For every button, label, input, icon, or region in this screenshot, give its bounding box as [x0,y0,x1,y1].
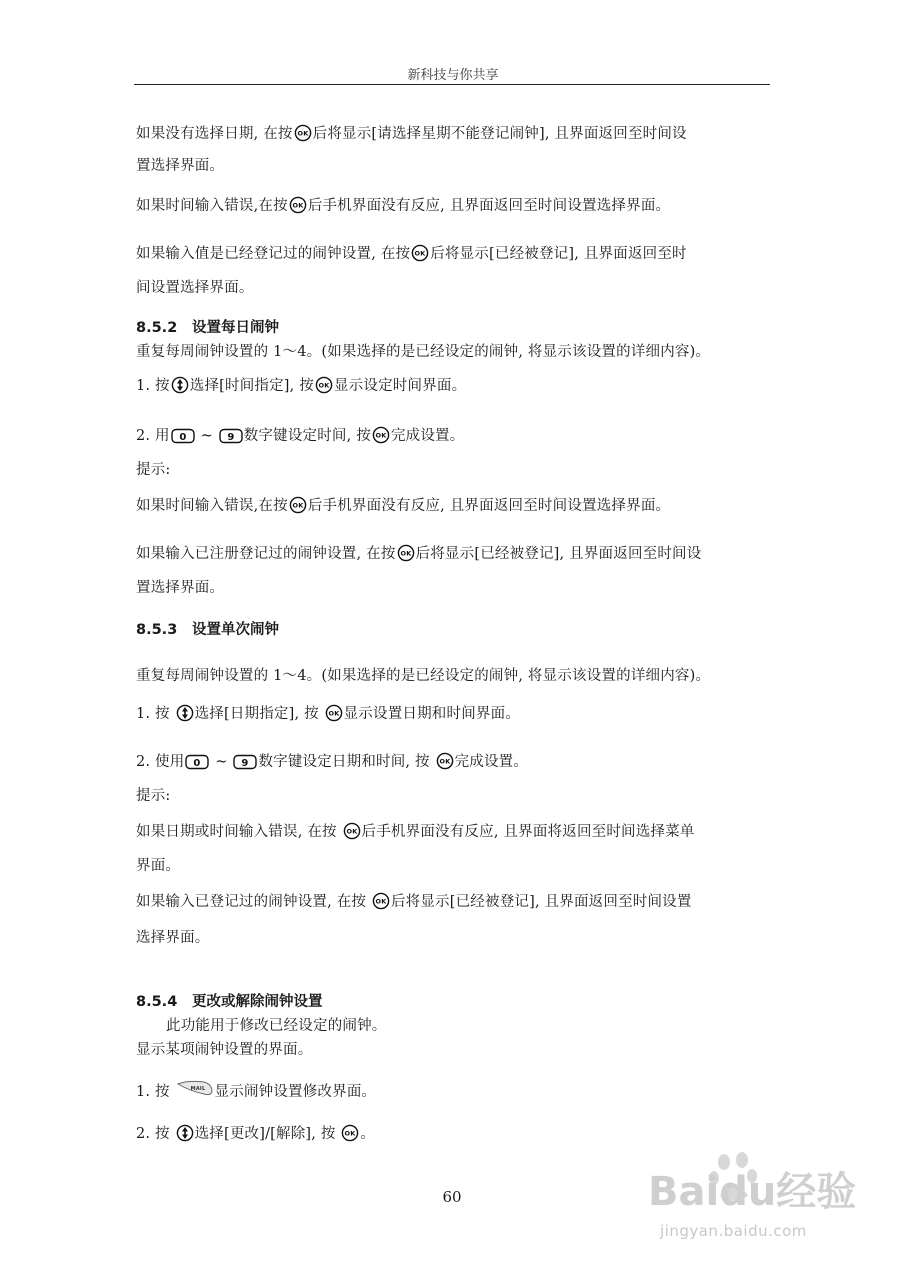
s854-step-2: 2. 按 选择[更改]/[解除], 按 OK 。 [136,1124,375,1148]
svg-text:MAIL: MAIL [190,1086,205,1092]
ok-key-icon [372,426,390,450]
watermark-logo: Baidu经验 [648,1169,857,1215]
ok-key-icon [315,376,333,400]
s853-repeat: 重复每周闹钟设置的 1～4。(如果选择的是已经设定的闹钟, 将显示该设置的详细内容)。 [136,668,711,684]
s853-hint-1: 如果日期或时间输入错误, 在按 OK 后手机界面没有反应, 且界面将返回至时间选择菜单 [136,822,695,846]
s852-hint-2-cont: 置选择界面。 [136,580,225,596]
svg-text:OK: OK [297,129,309,138]
section-heading-853: 8.5.3 设置单次闹钟 [136,622,279,638]
ok-key-icon [397,544,415,568]
navigation-key-icon [176,704,194,728]
intro-para-1: 如果没有选择日期, 在按 OK 后将显示[请选择星期不能登记闹钟], 且界面返回至时间设 [136,124,687,148]
s853-hint-1-cont: 界面。 [136,858,181,874]
s852-step-2: 2. 用 0 ~ 9 数字键设定时间, 按 OK 完成设置。 [136,426,464,450]
ok-key-icon [411,244,429,268]
number-9-key-icon [219,428,243,450]
s852-hint-2: 如果输入已注册登记过的闹钟设置, 在按 OK 后将显示[已经被登记], 且界面返回至时间设 [136,544,701,568]
page-number: 60 [442,1188,462,1206]
svg-text:OK: OK [344,1129,356,1138]
ok-key-icon [343,822,361,846]
navigation-key-icon [176,1124,194,1148]
svg-text:0: 0 [193,758,202,769]
number-0-key-icon [171,428,195,450]
s853-step-2: 2. 使用 0 ~ 9 数字键设定日期和时间, 按 OK 完成设置。 [136,752,528,776]
intro-para-1-cont: 置选择界面。 [136,158,225,174]
s853-step-1: 1. 按 选择[日期指定], 按 OK 显示设置日期和时间界面。 [136,704,520,728]
s852-repeat: 重复每周闹钟设置的 1～4。(如果选择的是已经设定的闹钟, 将显示该设置的详细内容)。 [136,344,711,360]
s854-desc-1: 此功能用于修改已经设定的闹钟。 [166,1018,387,1034]
mail-key-icon [176,1078,214,1106]
number-0-key-icon [185,754,209,776]
s853-hint: 提示: [136,788,171,804]
ok-key-icon [289,496,307,520]
page-header: 新科技与你共享 [407,68,499,83]
s853-hint-2-cont: 选择界面。 [136,930,210,946]
section-heading-852: 8.5.2 设置每日闹钟 [136,320,279,336]
intro-para-3: 如果输入值是已经登记过的闹钟设置, 在按 OK 后将显示[已经被登记], 且界面返回至时 [136,244,687,268]
s854-step-1: 1. 按 MAIL 显示闹钟设置修改界面。 [136,1078,376,1106]
intro-para-2: 如果时间输入错误,在按 OK 后手机界面没有反应, 且界面返回至时间设置选择界面。 [136,196,670,220]
s852-hint: 提示: [136,462,171,478]
ok-key-icon [436,752,454,776]
svg-text:OK: OK [346,827,358,836]
svg-text:0: 0 [179,432,187,443]
svg-text:OK: OK [292,201,304,210]
ok-key-icon [294,124,312,148]
svg-text:OK: OK [414,249,426,258]
svg-text:9: 9 [227,432,235,443]
number-9-key-icon [233,754,257,776]
svg-text:OK: OK [328,709,340,718]
intro-para-3-cont: 间设置选择界面。 [136,280,254,296]
header-rule [134,84,770,85]
svg-text:OK: OK [400,549,412,558]
ok-key-icon [372,892,390,916]
svg-text:OK: OK [375,897,387,906]
watermark-url: jingyan.baidu.com [660,1222,807,1240]
section-heading-854: 8.5.4 更改或解除闹钟设置 [136,994,323,1010]
svg-text:OK: OK [375,431,387,440]
svg-text:OK: OK [439,757,451,766]
baidu-watermark [640,1140,890,1270]
ok-key-icon [325,704,343,728]
svg-text:9: 9 [241,758,250,769]
s854-desc-2: 显示某项闹钟设置的界面。 [136,1042,313,1058]
ok-key-icon [341,1124,359,1148]
s852-hint-1: 如果时间输入错误,在按 OK 后手机界面没有反应, 且界面返回至时间设置选择界面。 [136,496,670,520]
s853-hint-2: 如果输入已登记过的闹钟设置, 在按 OK 后将显示[已经被登记], 且界面返回至时间设置 [136,892,692,916]
svg-text:OK: OK [292,501,304,510]
s852-step-1: 1. 按 选择[时间指定], 按 OK 显示设定时间界面。 [136,376,466,400]
navigation-key-icon [171,376,189,400]
svg-text:OK: OK [318,381,330,390]
ok-key-icon [289,196,307,220]
